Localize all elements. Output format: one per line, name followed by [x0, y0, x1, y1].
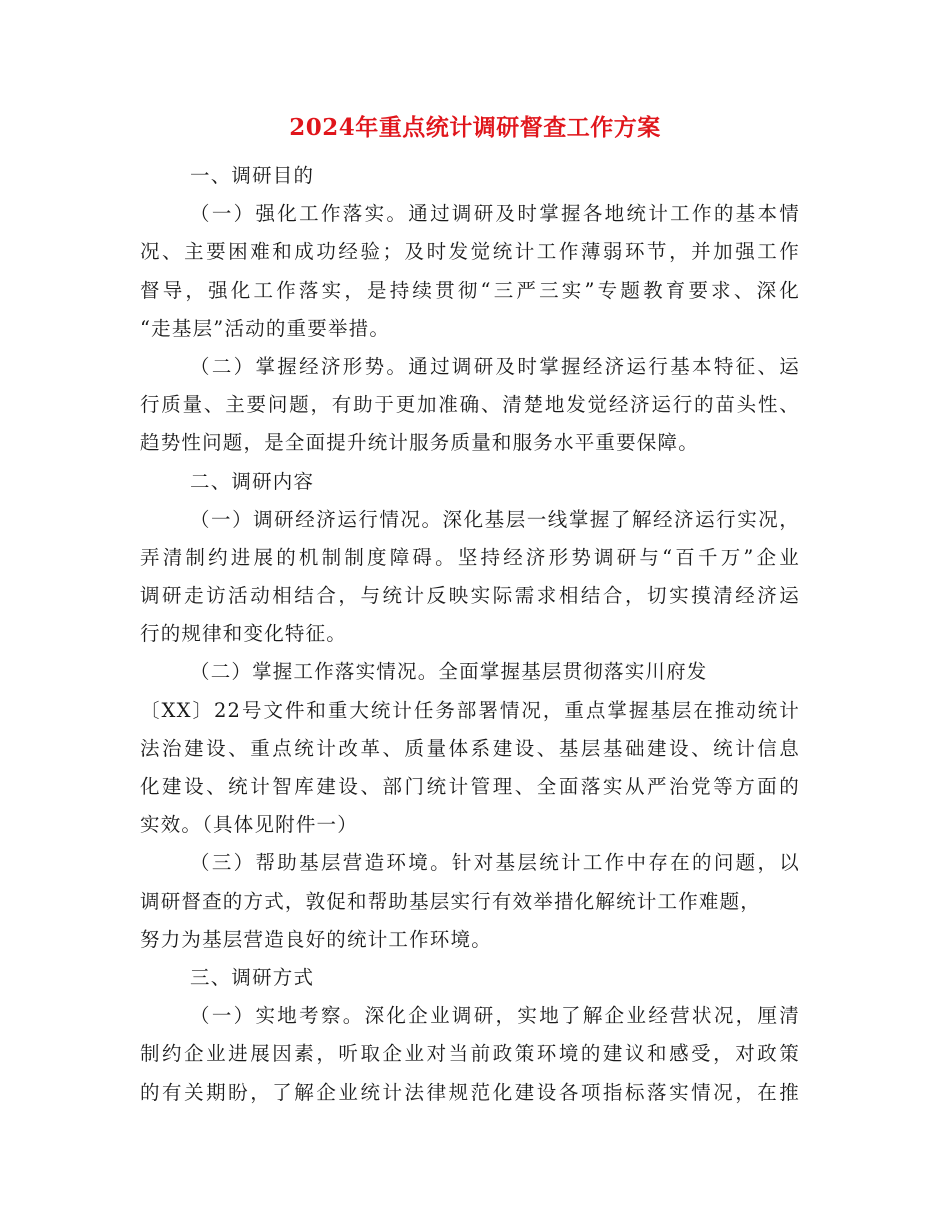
text-line: 实效。（具体见附件一）: [140, 813, 358, 837]
text-line: 督导，强化工作落实，是持续贯彻“三严三实”专题教育要求、深化: [140, 278, 800, 302]
text-line: （一）调研经济运行情况。深化基层一线掌握了解经济运行实况，: [190, 507, 800, 531]
text-line: 行质量、主要问题，有助于更加准确、清楚地发觉经济运行的苗头性、: [140, 393, 800, 417]
document-body: [140, 157, 800, 1112]
text-line: 调研走访活动相结合，与统计反映实际需求相结合，切实摸清经济运: [140, 584, 800, 608]
text-line: 的有关期盼，了解企业统计法律规范化建设各项指标落实情况，在推: [140, 1080, 800, 1104]
text-line: 况、主要困难和成功经验；及时发觉统计工作薄弱环节，并加强工作: [140, 240, 800, 264]
text-line: （二）掌握工作落实情况。全面掌握基层贯彻落实川府发: [190, 660, 708, 684]
text-line: 调研督查的方式，敦促和帮助基层实行有效举措化解统计工作难题，: [140, 889, 762, 913]
text-line: 化建设、统计智库建设、部门统计管理、全面落实从严治党等方面的: [140, 775, 800, 798]
document-title: 2024年重点统计调研督查工作方案: [289, 114, 661, 141]
text-line: （二）掌握经济形势。通过调研及时掌握经济运行基本特征、运: [190, 354, 800, 378]
text-line: 努力为基层营造良好的统计工作环境。: [140, 927, 492, 951]
text-line: 弄清制约进展的机制制度障碍。坚持经济形势调研与“百千万”企业: [140, 545, 800, 569]
text-line: 趋势性问题，是全面提升统计服务质量和服务水平重要保障。: [140, 431, 699, 455]
text-line: “走基层”活动的重要举措。: [140, 316, 391, 340]
text-line: 制约企业进展因素，听取企业对当前政策环境的建议和感受，对政策: [140, 1042, 800, 1066]
text-line: 一、调研目的: [190, 164, 315, 187]
text-line: （一）实地考察。深化企业调研，实地了解企业经营状况，厘清: [190, 1004, 800, 1028]
text-line: 二、调研内容: [190, 469, 315, 493]
text-line: 〔XX〕22号文件和重大统计任务部署情况，重点掌握基层在推动统计: [140, 698, 800, 722]
text-line: （一）强化工作落实。通过调研及时掌握各地统计工作的基本情: [190, 202, 800, 226]
text-line: 三、调研方式: [190, 965, 315, 989]
text-line: 法治建设、重点统计改革、质量体系建设、基层基础建设、统计信息: [140, 736, 800, 760]
text-line: （三）帮助基层营造环境。针对基层统计工作中存在的问题，以: [190, 851, 800, 875]
text-line: 行的规律和变化特征。: [140, 622, 348, 646]
